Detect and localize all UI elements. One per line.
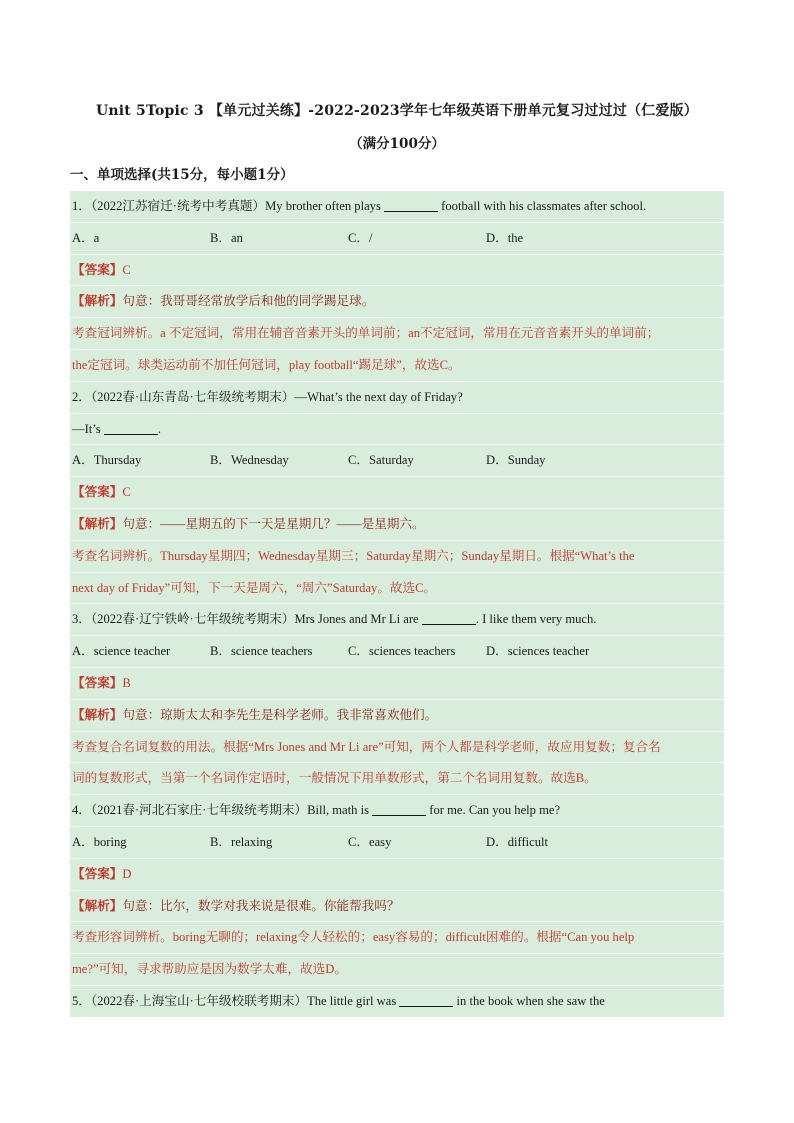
option: B．science teachers — [210, 644, 313, 659]
answer-line: 【答案】B — [70, 668, 724, 700]
answer-line: 【答案】D — [70, 859, 724, 891]
question-list — [70, 191, 724, 1018]
option: B．an — [210, 230, 243, 245]
question-stem: 2．（2022春·山东青岛·七年级统考期末）—What’s the next day of Friday? — [70, 382, 724, 414]
option: C．sciences teachers — [348, 644, 456, 659]
option: B．relaxing — [210, 834, 273, 849]
answer-value: D — [122, 866, 132, 881]
option: A．a — [72, 230, 100, 245]
question-stem: 1．（2022江苏宿迁·统考中考真题）My brother often plays football with his classmates after school. — [70, 191, 724, 223]
option: D．the — [486, 230, 524, 245]
question-stem: 4．（2021春·河北石家庄·七年级统考期末）Bill, math is for me. Can you help me? — [70, 795, 724, 827]
question-options — [70, 827, 724, 859]
answer-blank — [384, 199, 438, 212]
answer-blank — [399, 994, 453, 1007]
option: C．Saturday — [348, 453, 414, 468]
analysis-line: 【解析】句意：——星期五的下一天是星期几？——是星期六。 — [70, 509, 724, 541]
option: A．boring — [72, 834, 127, 849]
answer-line: 【答案】C — [70, 255, 724, 287]
answer-blank — [104, 422, 158, 435]
section-heading: 一、单项选择(共15分，每小题1分） — [70, 167, 294, 183]
answer-value: C — [122, 262, 131, 277]
option: B．Wednesday — [210, 453, 289, 468]
answer-value: C — [122, 485, 131, 500]
answer-blank — [422, 612, 476, 625]
option: C．easy — [348, 834, 392, 849]
analysis-line: 考查复合名词复数的用法。根据“Mrs Jones and Mr Li are”可知，两个人都是科学老师，故应用复数；复合名 — [70, 732, 724, 764]
analysis-line: 考查形容词辨析。boring无聊的；relaxing令人轻松的；easy容易的；difficult困难的。根据“Can you help — [70, 922, 724, 954]
answer-line: 【答案】C — [70, 477, 724, 509]
question-stem: 5．（2022春·上海宝山·七年级校联考期末）The little girl was in the book when she saw the — [70, 986, 724, 1018]
question-options — [70, 445, 724, 477]
analysis-line: 考查名词辨析。Thursday星期四；Wednesday星期三；Saturday星期六；Sunday星期日。根据“What’s the — [70, 541, 724, 573]
option: D．Sunday — [486, 453, 546, 468]
option: D．sciences teacher — [486, 644, 590, 659]
question-options — [70, 636, 724, 668]
option: A．science teacher — [72, 644, 171, 659]
answer-blank — [372, 803, 426, 816]
analysis-line: 【解析】句意：比尔，数学对我来说是很难。你能帮我吗？ — [70, 891, 724, 923]
option: C．/ — [348, 230, 373, 245]
analysis-line: 考查冠词辨析。a 不定冠词，常用在辅音音素开头的单词前；an不定冠词，常用在元音音素开头的单词前； — [70, 318, 724, 350]
answer-value: B — [122, 675, 131, 690]
analysis-line: 【解析】句意：琼斯太太和李先生是科学老师。我非常喜欢他们。 — [70, 700, 724, 732]
analysis-line: me?”可知，寻求帮助应是因为数学太难，故选D。 — [70, 954, 724, 986]
option: A．Thursday — [72, 453, 142, 468]
option: D．difficult — [486, 834, 549, 849]
question-stem: 3．（2022春·辽宁铁岭·七年级统考期末）Mrs Jones and Mr Li are . I like them very much. — [70, 604, 724, 636]
analysis-line: 【解析】句意：我哥哥经常放学后和他的同学踢足球。 — [70, 286, 724, 318]
question-stem: —It’s . — [70, 414, 724, 446]
analysis-line: 词的复数形式，当第一个名词作定语时，一般情况下用单数形式，第二个名词用复数。故选B。 — [70, 763, 724, 795]
analysis-line: the定冠词。球类运动前不加任何冠词，play football“踢足球”，故选C。 — [70, 350, 724, 382]
page-subtitle: （满分100分） — [349, 136, 445, 152]
page-title: Unit 5Topic 3 【单元过关练】-2022-2023学年七年级英语下册单元复习过过过（仁爱版） — [95, 103, 698, 119]
analysis-line: next day of Friday”可知，下一天是周六，“周六”Saturday。故选C。 — [70, 573, 724, 605]
question-options — [70, 223, 724, 255]
